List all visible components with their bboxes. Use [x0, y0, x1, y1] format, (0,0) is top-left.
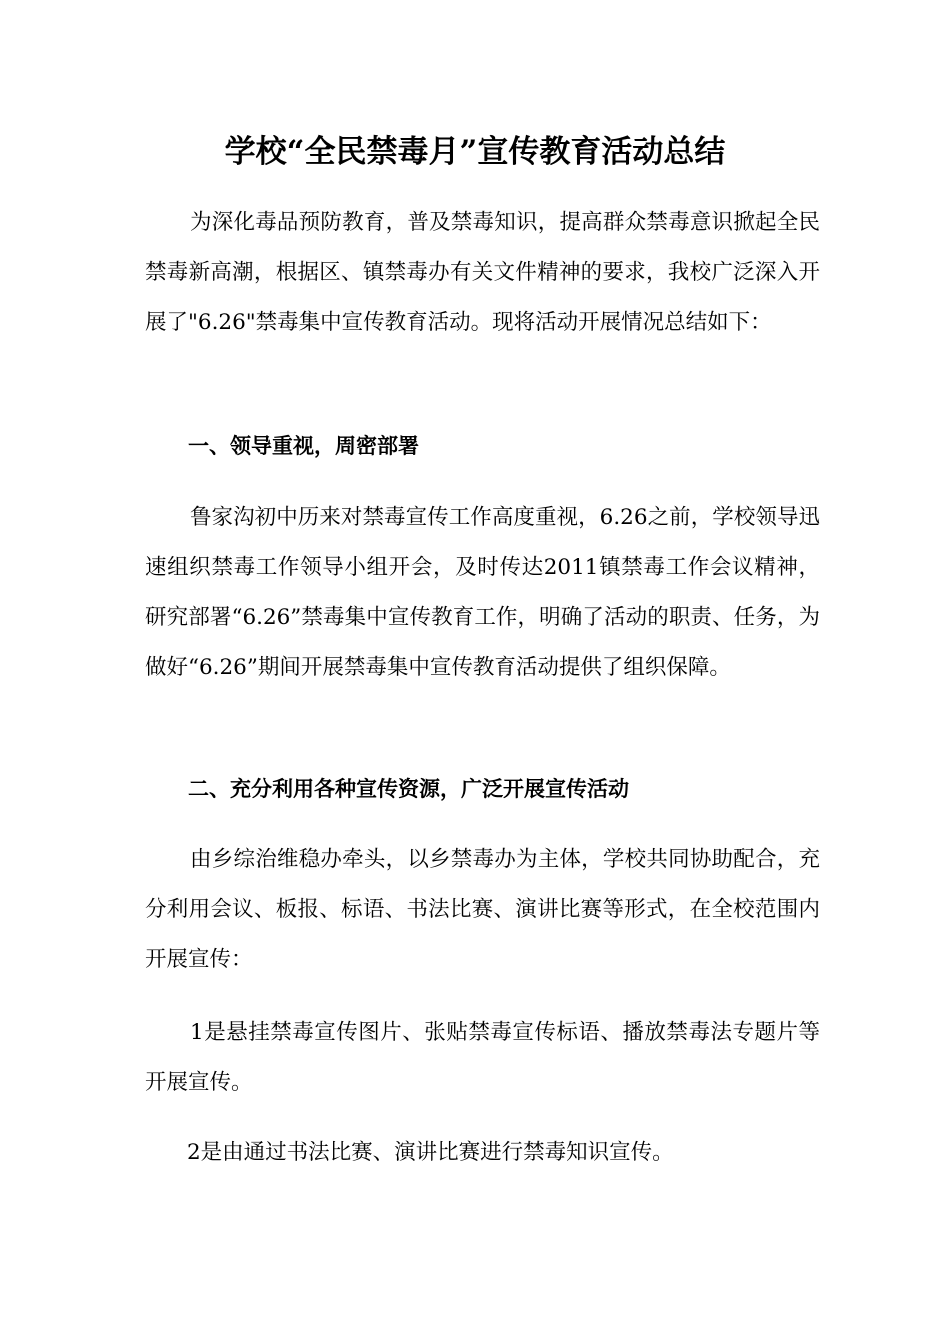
- section1-heading: 一、领导重视，周密部署: [188, 434, 419, 458]
- list-item-1: 1是悬挂禁毒宣传图片、张贴禁毒宣传标语、播放禁毒法专题片等开展宣传。: [145, 1020, 820, 1095]
- list-item-2: 2是由通过书法比赛、演讲比赛进行禁毒知识宣传。: [187, 1140, 674, 1165]
- section2-heading: 二、充分利用各种宣传资源，广泛开展宣传活动: [188, 777, 629, 801]
- section2-paragraph: 由乡综治维稳办牵头，以乡禁毒办为主体，学校共同协助配合，充分利用会议、板报、标语、书法比赛、演讲比赛等形式，在全校范围内开展宣传：: [145, 847, 820, 972]
- section1-paragraph: 鲁家沟初中历来对禁毒宣传工作高度重视，6.26之前，学校领导迅速组织禁毒工作领导小组开会，及时传达2011镇禁毒工作会议精神，研究部署“6.26”禁毒集中宣传教育工作，明确了活动的职责、任务，为做好“6.26”期间开展禁毒集中宣传教育活动提供了组织保障。: [145, 505, 820, 680]
- intro-paragraph: 为深化毒品预防教育，普及禁毒知识，提高群众禁毒意识掀起全民禁毒新高潮，根据区、镇禁毒办有关文件精神的要求，我校广泛深入开展了"6.26"禁毒集中宣传教育活动。现将活动开展情况总结如下：: [145, 210, 820, 335]
- document-title: 学校“全民禁毒月”宣传教育活动总结: [224, 134, 726, 170]
